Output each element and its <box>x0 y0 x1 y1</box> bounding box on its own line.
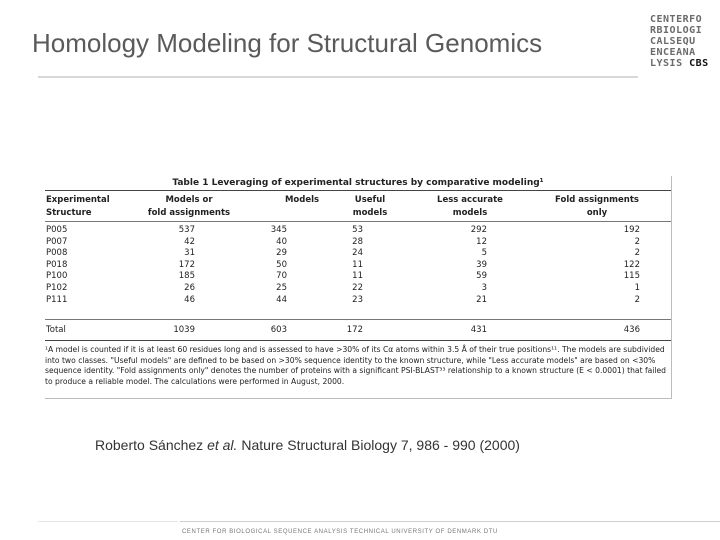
table-row-cell: 1 <box>634 283 640 293</box>
table-row-cell: 70 <box>276 271 287 282</box>
table-row-cell: 22 <box>352 283 363 293</box>
title-divider <box>38 76 638 78</box>
table-row-cell: 21 <box>476 294 487 305</box>
table-caption: Table 1 Leveraging of experimental structures by comparative modeling¹ <box>172 178 544 188</box>
table-row-cell: 115 <box>623 271 640 282</box>
header-models <box>267 194 337 207</box>
table-row-cell: 46 <box>184 294 195 305</box>
table-row-cell: 44 <box>276 294 287 305</box>
logo-line: RBIOLOGI <box>650 25 703 36</box>
table-row-cell: 345 <box>270 225 287 235</box>
header-less-accurate-models <box>420 194 520 220</box>
table-row-cell: 24 <box>352 248 363 259</box>
total-row-cell: 603 <box>270 325 287 335</box>
table-row-cell: 192 <box>623 225 640 235</box>
table-row-cell: 25 <box>276 283 287 293</box>
header-models-or-fold <box>144 194 234 220</box>
table-row-cell: 59 <box>476 271 487 282</box>
table-top-rule <box>45 190 671 191</box>
table-row-cell: 12 <box>476 236 487 247</box>
table-row-cell: 11 <box>352 259 363 270</box>
table-row-cell: 23 <box>352 294 363 305</box>
total-row-cell: 1039 <box>173 325 195 335</box>
table-footnote: ¹A model is counted if it is at least 60 residues long and is assessed to have >30% of its Cα atoms within 3.5 Å of their true positions¹¹. The models are subdivided into two classes. "Useful models" are defined to be based on >30% sequence identity to the known structure, while "Less accurate models" are based on <30% sequence identity. "Fold assignments only" denotes the number of proteins with a significant PSI-BLAST³³ relationship to a known structure (E < 0.0001) that failed to produce a reliable model. The calculations were performed in August, 2000. <box>45 345 666 386</box>
citation-journal: Nature Structural Biology 7, 986 - 990 (2000) <box>237 437 520 453</box>
table-row-label: P005 <box>46 225 68 235</box>
table-row-cell: 5 <box>481 248 487 259</box>
header-line: models <box>452 208 488 218</box>
table-row-cell: 185 <box>178 271 195 282</box>
citation-authors: Roberto Sánchez <box>95 437 208 453</box>
table-row-cell: 3 <box>481 283 487 293</box>
table-row-label: P100 <box>46 271 68 282</box>
table-row-cell: 40 <box>276 236 287 247</box>
header-experimental-structure <box>46 194 110 220</box>
table-row-label: P111 <box>46 294 68 305</box>
table-row-cell: 2 <box>634 236 640 247</box>
table-figure <box>45 176 672 399</box>
table-row-cell: 39 <box>476 259 487 270</box>
table-row-label: P008 <box>46 248 68 259</box>
table-row-cell: 2 <box>634 248 640 259</box>
table-row-cell: 122 <box>623 259 640 270</box>
header-line: Fold assignments <box>555 195 639 205</box>
total-row-label: Total <box>46 325 66 335</box>
table-row-cell: 11 <box>352 271 363 282</box>
table-row-label: P018 <box>46 259 68 270</box>
header-line: only <box>586 208 608 218</box>
header-line: fold assignments <box>147 208 231 218</box>
total-row-cell: 172 <box>346 325 363 335</box>
header-line: Models or <box>165 195 213 205</box>
table-row-cell: 537 <box>178 225 195 235</box>
header-useful-models <box>335 194 405 220</box>
total-row-cell: 436 <box>623 325 640 335</box>
header-line: Less accurate <box>437 195 503 205</box>
total-row-cell: 431 <box>470 325 487 335</box>
header-line: models <box>352 208 388 218</box>
footer-rule <box>180 521 720 522</box>
table-row-label: P102 <box>46 283 68 293</box>
table-row-cell: 26 <box>184 283 195 293</box>
header-rule <box>45 221 671 222</box>
logo-line: ENCEANA <box>650 47 696 58</box>
table-row-label: P007 <box>46 236 68 247</box>
logo-line: CALSEQU <box>650 36 696 47</box>
header-line: Structure <box>46 208 92 218</box>
table-row-cell: 42 <box>184 236 195 247</box>
table-row-cell: 2 <box>634 294 640 305</box>
header-line: Useful <box>354 195 386 205</box>
total-rule-bottom <box>45 340 671 341</box>
table-row-cell: 292 <box>470 225 487 235</box>
citation <box>95 437 520 453</box>
footer-rule-left <box>38 521 178 522</box>
header-fold-assignments-only <box>542 194 652 220</box>
table-row-cell: 172 <box>178 259 195 270</box>
table-row-cell: 50 <box>276 259 287 270</box>
slide-title: Homology Modeling for Structural Genomics <box>32 28 543 58</box>
logo-line-text: LYSIS <box>650 58 683 69</box>
logo-cbs: CBS <box>689 58 709 69</box>
table-row-cell: 53 <box>352 225 363 235</box>
citation-etal: et al. <box>207 437 238 453</box>
cbs-logo <box>650 14 712 69</box>
header-line: Models <box>284 195 320 205</box>
total-rule-top <box>45 319 671 320</box>
logo-line: CENTERFO <box>650 14 703 25</box>
footer-text: CENTER FOR BIOLOGICAL SEQUENCE ANALYSIS TECHNICAL UNIVERSITY OF DENMARK DTU <box>182 529 498 535</box>
logo-line <box>650 58 712 69</box>
table-row-cell: 31 <box>184 248 195 259</box>
table-row-cell: 29 <box>276 248 287 259</box>
table-row-cell: 28 <box>352 236 363 247</box>
header-line: Experimental <box>46 195 110 205</box>
